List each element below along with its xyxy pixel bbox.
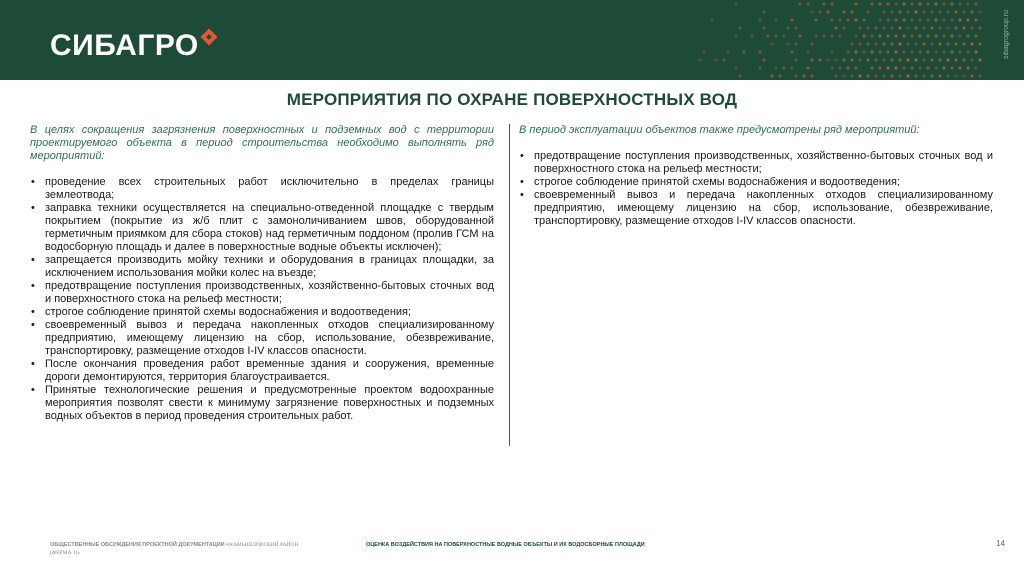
pattern-dot <box>934 34 938 38</box>
pattern-dot <box>806 66 810 70</box>
pattern-dot <box>954 10 958 14</box>
pattern-dot <box>966 2 970 6</box>
pattern-dot <box>834 58 838 62</box>
pattern-dot <box>782 34 786 38</box>
right-list <box>519 150 993 228</box>
pattern-dot <box>906 26 910 30</box>
pattern-dot <box>978 26 982 30</box>
pattern-dot <box>954 58 958 62</box>
pattern-dot <box>922 26 926 30</box>
footer-left-line1-serif: КАМЫШЛОВСКИЙ РАЙОН <box>229 542 299 548</box>
pattern-dot <box>842 10 846 14</box>
list-item: • предотвращение поступления производственных, хозяйственно-бытовых сточных вод и поверхностного стока на рельеф местности; <box>519 150 993 176</box>
pattern-dot <box>786 26 790 30</box>
pattern-dot <box>974 18 978 22</box>
pattern-dot <box>886 66 890 70</box>
pattern-dot <box>774 18 778 22</box>
pattern-dot <box>878 18 882 22</box>
pattern-dot <box>870 66 874 70</box>
pattern-dot <box>942 66 946 70</box>
pattern-dot <box>926 34 930 38</box>
pattern-dot <box>822 34 826 38</box>
pattern-dot <box>950 66 954 70</box>
pattern-dot <box>970 10 974 14</box>
pattern-dot <box>886 2 890 6</box>
pattern-dot <box>850 74 854 78</box>
pattern-dot <box>914 74 918 78</box>
pattern-dot <box>826 58 830 62</box>
pattern-dot <box>726 50 730 54</box>
pattern-dot <box>790 66 794 70</box>
pattern-dot <box>910 18 914 22</box>
pattern-dot <box>926 2 930 6</box>
pattern-dot <box>810 42 814 46</box>
pattern-dot <box>734 66 738 70</box>
header-band <box>0 0 1024 80</box>
pattern-dot <box>930 42 934 46</box>
page-title: МЕРОПРИЯТИЯ ПО ОХРАНЕ ПОВЕРХНОСТНЫХ ВОД <box>286 90 738 109</box>
pattern-dot <box>946 58 950 62</box>
pattern-dot <box>862 50 866 54</box>
pattern-dot <box>794 42 798 46</box>
pattern-dot <box>838 66 842 70</box>
pattern-dot <box>854 50 858 54</box>
left-list <box>30 176 494 423</box>
pattern-dot <box>862 18 866 22</box>
pattern-dot <box>882 10 886 14</box>
decorative-dot-pattern <box>680 0 1000 80</box>
pattern-dot <box>866 42 870 46</box>
pattern-dot <box>738 74 742 78</box>
pattern-dot <box>874 26 878 30</box>
pattern-dot <box>870 50 874 54</box>
pattern-dot <box>882 74 886 78</box>
pattern-dot <box>794 58 798 62</box>
pattern-dot <box>962 26 966 30</box>
pattern-dot <box>918 34 922 38</box>
footer-section-title: ОЦЕНКА ВОЗДЕЙСТВИЯ НА ПОВЕРХНОСТНЫЕ ВОДНЫЕ ОБЪЕКТЫ И ИХ ВОДОСБОРНЫЕ ПЛОЩАДИ <box>366 542 645 548</box>
pattern-dot <box>882 42 886 46</box>
pattern-dot <box>850 10 854 14</box>
pattern-dot <box>934 2 938 6</box>
pattern-dot <box>874 74 878 78</box>
pattern-dot <box>918 18 922 22</box>
pattern-dot <box>834 74 838 78</box>
pattern-dot <box>854 66 858 70</box>
pattern-dot <box>970 26 974 30</box>
pattern-dot <box>914 42 918 46</box>
pattern-dot <box>818 58 822 62</box>
logo-text: СИБАГРО <box>50 29 199 62</box>
pattern-dot <box>966 34 970 38</box>
pattern-dot <box>934 18 938 22</box>
footer-document-title <box>50 541 330 557</box>
pattern-dot <box>842 74 846 78</box>
pattern-dot <box>774 34 778 38</box>
pattern-dot <box>722 58 726 62</box>
pattern-dot <box>778 74 782 78</box>
pattern-dot <box>782 66 786 70</box>
pattern-dot <box>974 2 978 6</box>
pattern-dot <box>886 18 890 22</box>
pattern-dot <box>934 66 938 70</box>
pattern-dot <box>962 58 966 62</box>
pattern-dot <box>814 18 818 22</box>
pattern-dot <box>922 74 926 78</box>
column-divider <box>509 124 510 446</box>
pattern-dot <box>862 34 866 38</box>
page-number: 14 <box>996 539 1005 548</box>
pattern-dot <box>958 34 962 38</box>
pattern-dot <box>890 74 894 78</box>
pattern-dot <box>918 50 922 54</box>
pattern-dot <box>918 2 922 6</box>
pattern-dot <box>910 2 914 6</box>
logo-diamond-icon <box>201 29 219 47</box>
pattern-dot <box>910 50 914 54</box>
pattern-dot <box>762 58 766 62</box>
pattern-dot <box>922 42 926 46</box>
pattern-dot <box>834 26 838 30</box>
pattern-dot <box>946 74 950 78</box>
list-item: • запрещается производить мойку техники и оборудования в границах площадки, за исключением использования мойки колес на въезде; <box>30 254 494 280</box>
pattern-dot <box>878 66 882 70</box>
list-item: • После окончания проведения работ временные здания и сооружения, временные дороги демонтируются, территория благоустраивается. <box>30 358 494 384</box>
pattern-dot <box>854 2 858 6</box>
pattern-dot <box>886 50 890 54</box>
list-item: • предотвращение поступления производственных, хозяйственно-бытовых сточных вод и поверхностного стока на рельеф местности; <box>30 280 494 306</box>
pattern-dot <box>830 18 834 22</box>
list-item: • Принятые технологические решения и предусмотренные проектом водоохранные мероприятия позволят свести к минимуму загрязнение поверхностных и подземных водных объектов в период проведения строительных работ. <box>30 384 494 423</box>
pattern-dot <box>886 34 890 38</box>
pattern-dot <box>894 18 898 22</box>
pattern-dot <box>926 18 930 22</box>
pattern-dot <box>942 2 946 6</box>
pattern-dot <box>846 50 850 54</box>
pattern-dot <box>962 10 966 14</box>
pattern-dot <box>898 10 902 14</box>
pattern-dot <box>894 34 898 38</box>
pattern-dot <box>950 18 954 22</box>
pattern-dot <box>902 50 906 54</box>
pattern-dot <box>758 18 762 22</box>
pattern-dot <box>930 58 934 62</box>
pattern-dot <box>878 34 882 38</box>
pattern-dot <box>858 42 862 46</box>
pattern-dot <box>894 50 898 54</box>
pattern-dot <box>926 50 930 54</box>
pattern-dot <box>714 58 718 62</box>
pattern-dot <box>954 74 958 78</box>
pattern-dot <box>802 74 806 78</box>
pattern-dot <box>906 74 910 78</box>
pattern-dot <box>866 26 870 30</box>
pattern-dot <box>810 74 814 78</box>
pattern-dot <box>914 26 918 30</box>
pattern-dot <box>950 2 954 6</box>
pattern-dot <box>978 42 982 46</box>
pattern-dot <box>890 58 894 62</box>
pattern-dot <box>882 58 886 62</box>
pattern-dot <box>854 34 858 38</box>
footer-left-line2: (ФЕРМА 1)» <box>50 550 81 556</box>
pattern-dot <box>966 66 970 70</box>
pattern-dot <box>906 10 910 14</box>
left-intro: В целях сокращения загрязнения поверхностных и подземных вод с территории проектируемого объекта в период строительства необходимо выполнять ряд мероприятий: <box>30 124 494 162</box>
pattern-dot <box>930 74 934 78</box>
pattern-dot <box>766 34 770 38</box>
pattern-dot <box>918 66 922 70</box>
pattern-dot <box>978 10 982 14</box>
pattern-dot <box>866 10 870 14</box>
pattern-dot <box>870 34 874 38</box>
pattern-dot <box>898 42 902 46</box>
pattern-dot <box>870 2 874 6</box>
pattern-dot <box>930 10 934 14</box>
pattern-dot <box>786 42 790 46</box>
pattern-dot <box>742 50 746 54</box>
pattern-dot <box>974 66 978 70</box>
pattern-dot <box>958 66 962 70</box>
pattern-dot <box>906 42 910 46</box>
pattern-dot <box>838 34 842 38</box>
pattern-dot <box>926 66 930 70</box>
pattern-dot <box>790 50 794 54</box>
pattern-dot <box>950 50 954 54</box>
pattern-dot <box>842 58 846 62</box>
pattern-dot <box>890 10 894 14</box>
pattern-dot <box>830 34 834 38</box>
pattern-dot <box>974 50 978 54</box>
pattern-dot <box>858 58 862 62</box>
company-logo <box>50 28 219 64</box>
pattern-dot <box>818 10 822 14</box>
pattern-dot <box>962 74 966 78</box>
pattern-dot <box>938 74 942 78</box>
list-item: • строгое соблюдение принятой схемы водоснабжения и водоотведения; <box>519 176 993 189</box>
pattern-dot <box>858 26 862 30</box>
pattern-dot <box>902 2 906 6</box>
list-item: • своевременный вывоз и передача накопленных отходов специализированному предприятию, имеющему лицензию на сбор, использование, обезвреживание, транспортировку, размещение отходов I-IV классов опасности. <box>30 319 494 358</box>
pattern-dot <box>798 34 802 38</box>
website-url: sibagrogroup.ru <box>1003 10 1010 60</box>
pattern-dot <box>846 66 850 70</box>
footer-left-line1: ОБЩЕСТВЕННЫЕ ОБСУЖДЕНИЯ ПРОЕКТНОЙ ДОКУМЕНТАЦИИ « <box>50 542 230 548</box>
pattern-dot <box>894 66 898 70</box>
pattern-dot <box>898 58 902 62</box>
pattern-dot <box>890 42 894 46</box>
pattern-dot <box>846 18 850 22</box>
pattern-dot <box>894 2 898 6</box>
pattern-dot <box>898 26 902 30</box>
pattern-dot <box>850 58 854 62</box>
pattern-dot <box>866 74 870 78</box>
pattern-dot <box>878 2 882 6</box>
pattern-dot <box>822 2 826 6</box>
pattern-dot <box>974 34 978 38</box>
pattern-dot <box>882 26 886 30</box>
pattern-dot <box>770 74 774 78</box>
pattern-dot <box>794 74 798 78</box>
pattern-dot <box>758 50 762 54</box>
pattern-dot <box>898 74 902 78</box>
pattern-dot <box>890 26 894 30</box>
pattern-dot <box>830 66 834 70</box>
pattern-dot <box>958 18 962 22</box>
pattern-dot <box>970 74 974 78</box>
pattern-dot <box>826 10 830 14</box>
pattern-dot <box>946 10 950 14</box>
pattern-dot <box>734 2 738 6</box>
pattern-dot <box>938 26 942 30</box>
pattern-dot <box>830 2 834 6</box>
pattern-dot <box>934 50 938 54</box>
pattern-dot <box>954 26 958 30</box>
pattern-dot <box>950 34 954 38</box>
pattern-dot <box>794 26 798 30</box>
pattern-dot <box>806 2 810 6</box>
pattern-dot <box>942 34 946 38</box>
pattern-dot <box>710 18 714 22</box>
list-item: • заправка техники осуществляется на специально-отведенной площадке с твердым покрытием (покрытие из ж/б плит с замоноличиванием швов, оборудованной герметичным приямком для сбора стоков) над герметичным поддоном (пролив ГСМ на водосборную площадь и далее в поверхностные водные объекты исключен); <box>30 202 494 254</box>
pattern-dot <box>874 58 878 62</box>
pattern-dot <box>858 74 862 78</box>
pattern-dot <box>902 34 906 38</box>
pattern-dot <box>762 10 766 14</box>
pattern-dot <box>874 42 878 46</box>
pattern-dot <box>774 66 778 70</box>
pattern-dot <box>978 74 982 78</box>
pattern-dot <box>938 10 942 14</box>
pattern-dot <box>962 42 966 46</box>
list-item: • своевременный вывоз и передача накопленных отходов специализированному предприятию, имеющему лицензию на сбор, использование, обезвреживание, транспортировку, размещение отходов I-IV классов опасности. <box>519 189 993 228</box>
pattern-dot <box>854 18 858 22</box>
pattern-dot <box>942 50 946 54</box>
pattern-dot <box>910 66 914 70</box>
pattern-dot <box>902 18 906 22</box>
pattern-dot <box>902 66 906 70</box>
pattern-dot <box>738 26 742 30</box>
pattern-dot <box>938 58 942 62</box>
pattern-dot <box>914 10 918 14</box>
pattern-dot <box>978 58 982 62</box>
pattern-dot <box>946 26 950 30</box>
pattern-dot <box>970 58 974 62</box>
list-item: • проведение всех строительных работ исключительно в пределах границы землеотвода; <box>30 176 494 202</box>
pattern-dot <box>770 42 774 46</box>
pattern-dot <box>970 42 974 46</box>
pattern-dot <box>938 42 942 46</box>
pattern-dot <box>810 10 814 14</box>
pattern-dot <box>762 26 766 30</box>
pattern-dot <box>922 58 926 62</box>
pattern-dot <box>966 18 970 22</box>
pattern-dot <box>958 50 962 54</box>
pattern-dot <box>914 58 918 62</box>
pattern-dot <box>878 50 882 54</box>
pattern-dot <box>830 50 834 54</box>
pattern-dot <box>922 10 926 14</box>
right-intro: В период эксплуатации объектов также предусмотрены ряд мероприятий: <box>519 124 920 136</box>
pattern-dot <box>966 50 970 54</box>
pattern-dot <box>734 34 738 38</box>
pattern-dot <box>842 26 846 30</box>
pattern-dot <box>698 58 702 62</box>
pattern-dot <box>866 58 870 62</box>
pattern-dot <box>942 18 946 22</box>
pattern-dot <box>946 42 950 46</box>
pattern-dot <box>850 42 854 46</box>
pattern-dot <box>930 26 934 30</box>
pattern-dot <box>790 18 794 22</box>
pattern-dot <box>958 2 962 6</box>
pattern-dot <box>806 50 810 54</box>
right-column <box>519 124 993 228</box>
pattern-dot <box>838 18 842 22</box>
pattern-dot <box>814 34 818 38</box>
list-item: • строгое соблюдение принятой схемы водоснабжения и водоотведения; <box>30 306 494 319</box>
pattern-dot <box>750 34 754 38</box>
pattern-dot <box>906 58 910 62</box>
pattern-dot <box>758 66 762 70</box>
pattern-dot <box>702 50 706 54</box>
pattern-dot <box>798 2 802 6</box>
pattern-dot <box>954 42 958 46</box>
pattern-dot <box>910 34 914 38</box>
pattern-dot <box>810 58 814 62</box>
left-column <box>30 124 494 423</box>
